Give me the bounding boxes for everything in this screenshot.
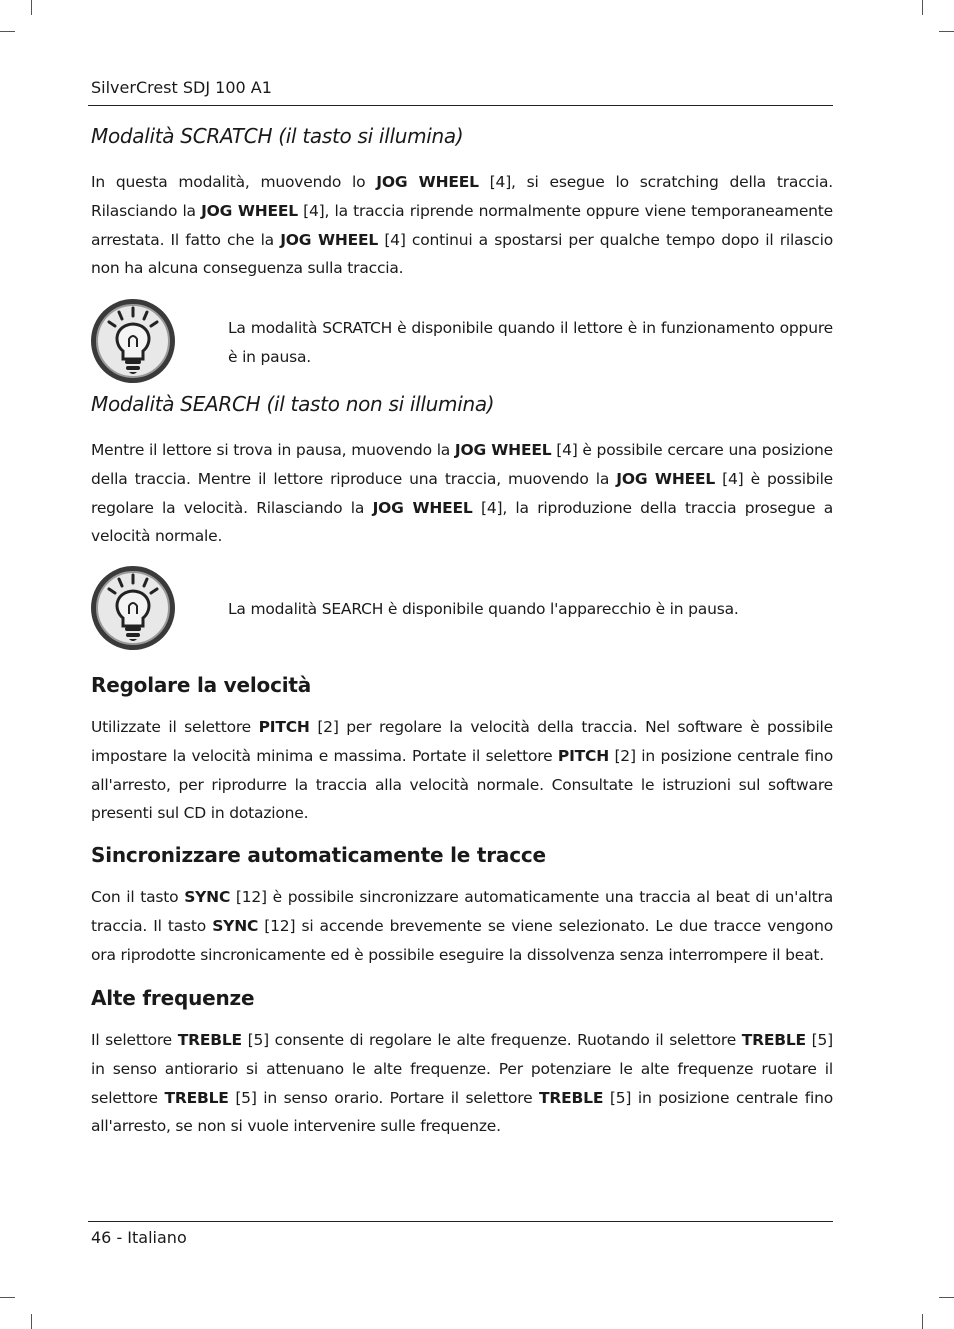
page-header-title: SilverCrest SDJ 100 A1 [91,78,272,97]
search-paragraph: Mentre il lettore si trova in pausa, muovendo la JOG WHEEL [4] è possibile cercare una posizione della traccia. Mentre il lettore riproduce una traccia, muovendo la JOG WHEEL [4] è possibile regolare la velocità. Rilasciando la JOG WHEEL [4], la riproduzione della traccia prosegue a velocità normale. [91,441,834,546]
scratch-heading: Modalità SCRATCH (il tasto si illumina) [91,124,464,148]
scratch-paragraph: In questa modalità, muovendo lo JOG WHEEL [4], si esegue lo scratching della traccia. Rilasciando la JOG WHEEL [4], la traccia riprende normalmente oppure viene temporaneamente arrestata. Il fatto che la JOG WHEEL [4] continui a spostarsi per qualche tempo dopo il rilascio non ha alcuna conseguenza sulla traccia. [91,173,834,278]
search-note: La modalità SEARCH è disponibile quando l'apparecchio è in pausa. [228,600,739,618]
page-footer: 46 - Italiano [91,1228,187,1247]
lightbulb-icon [89,564,177,652]
search-heading: Modalità SEARCH (il tasto non si illumina) [91,392,495,416]
crop-mark [922,1314,923,1329]
crop-mark [31,1314,32,1329]
crop-mark [922,0,923,15]
treble-paragraph: Il selettore TREBLE [5] consente di regolare le alte frequenze. Ruotando il selettore TREBLE [5] in senso antiorario si attenuano le alte frequenze. Per potenziare le alte frequenze ruotare il selettore TREBLE [5] in senso orario. Portare il selettore TREBLE [5] in posizione centrale fino all'arresto, se non si vuole intervenire sulle frequenze. [91,1031,833,1136]
crop-mark [939,1297,954,1298]
footer-rule [88,1221,833,1222]
crop-mark [31,0,32,15]
sync-paragraph: Con il tasto SYNC [12] è possibile sincronizzare automaticamente una traccia al beat di un'altra traccia. Il tasto SYNC [12] si accende brevemente se viene selezionato. Le due tracce vengono ora riprodotte sincronicamente ed è possibile eseguire la dissolvenza senza interrompere il beat. [91,888,833,964]
crop-mark [0,31,15,32]
lightbulb-icon [89,297,177,385]
treble-heading: Alte frequenze [91,986,255,1010]
crop-mark [939,31,954,32]
crop-mark [0,1297,15,1298]
scratch-note: La modalità SCRATCH è disponibile quando il lettore è in funzionamento oppure è in pausa. [228,319,833,366]
sync-heading: Sincronizzare automaticamente le tracce [91,843,546,867]
header-rule [88,105,833,106]
speed-heading: Regolare la velocità [91,673,312,697]
speed-paragraph: Utilizzate il selettore PITCH [2] per regolare la velocità della traccia. Nel software è possibile impostare la velocità minima e massima. Portate il selettore PITCH [2] in posizione centrale fino all'arresto, per riprodurre la traccia alla velocità normale. Consultate le istruzioni sul software presenti sul CD in dotazione. [91,718,833,823]
